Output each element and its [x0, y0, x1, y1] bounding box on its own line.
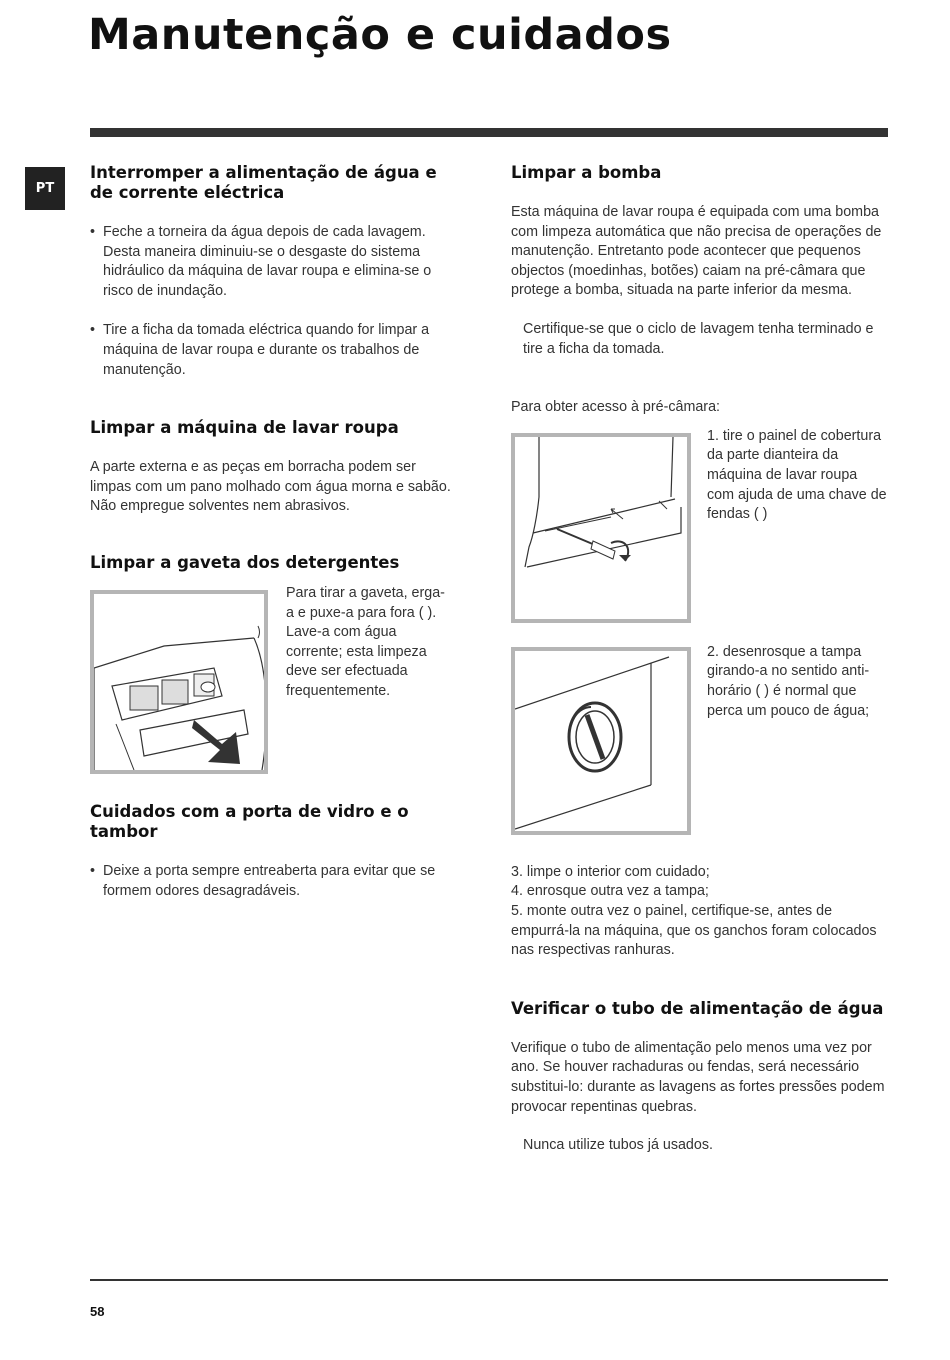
bullet-text: Deixe a porta sempre entreaberta para evitar que se formem odores desagradáveis.	[103, 862, 436, 899]
heading-clean-machine: Limpar a máquina de lavar roupa	[90, 418, 399, 438]
pump-step2-row	[511, 643, 888, 835]
bullet-text: Tire a ficha da tomada eléctrica quando for limpar a máquina de lavar roupa e durante os trabalhos de manutenção.	[103, 322, 430, 378]
clean-machine-text: A parte externa e as peças em borracha podem ser limpas com um pano molhado com água morna e sabão. Não empregue solventes nem abrasivos.	[90, 459, 451, 515]
pump-step1-row	[511, 427, 888, 623]
clean-drawer-text: Para tirar a gaveta, erga-a e puxe-a para fora ( ). Lave-a com água corrente; esta limpeza deve ser efectuada frequentemente.	[286, 584, 445, 699]
pump-step3-text: 3. limpe o interior com cuidado;	[511, 863, 710, 880]
pump-step2-text: 2. desenrosque a tampa girando-a no sentido anti-horário ( ) é normal que perca um pouco de água;	[707, 643, 870, 719]
bullet-item	[90, 321, 456, 380]
right-column	[511, 163, 888, 1156]
bullet-icon: •	[90, 322, 96, 339]
page-title: Manutenção e cuidados	[88, 10, 672, 60]
pump-warning-text: Certifique-se que o ciclo de lavagem tenha terminado e tire a ficha da tomada.	[523, 320, 874, 357]
pump-intro-text: Esta máquina de lavar roupa é equipada com uma bomba com limpeza automática que não precisa de operações de manutenção. Entretanto pode acontecer que pequenos objectos (moedinhas, botões) caiam na pré-câmara que protege a bomba, situada na parte inferior da mesma.	[511, 204, 882, 299]
left-column	[90, 163, 456, 901]
pump-access-text: Para obter acesso à pré-câmara:	[511, 399, 720, 416]
hose-warning-text: Nunca utilize tubos já usados.	[523, 1137, 713, 1154]
hose-text: Verifique o tubo de alimentação pelo menos uma vez por ano. Se houver rachaduras ou fendas, será necessário substitui-lo: durante as lavagens as fortes pressões podem provocar repentinas quebras.	[511, 1039, 885, 1115]
footer-divider	[90, 1279, 888, 1281]
bullet-item	[90, 862, 456, 901]
pump-cap-illustration	[511, 647, 691, 835]
drawer-illustration	[90, 590, 268, 774]
heading-clean-drawer: Limpar a gaveta dos detergentes	[90, 552, 400, 572]
pump-step4-text: 4. enrosque outra vez a tampa;	[511, 883, 709, 900]
panel-removal-illustration	[511, 433, 691, 623]
heading-check-hose: Verificar o tubo de alimentação de água	[511, 998, 884, 1018]
bullet-item	[90, 223, 456, 301]
bullet-text: Feche a torneira da água depois de cada lavagem. Desta maneira diminuiu-se o desgaste do sistema hidráulico da máquina de lavar roupa e elimina-se o risco de inundação.	[103, 224, 432, 299]
heading-door-drum: Cuidados com a porta de vidro e o tambor	[90, 801, 409, 841]
heading-cut-supply: Interromper a alimentação de água e de corrente eléctrica	[90, 163, 437, 202]
language-badge: PT	[25, 167, 65, 210]
bullet-icon: •	[90, 862, 96, 879]
pump-step1-text: 1. tire o painel de cobertura da parte dianteira da máquina de lavar roupa com ajuda de uma chave de fendas ( )	[707, 427, 887, 523]
bullet-icon: •	[90, 224, 96, 240]
pump-step5-text: 5. monte outra vez o painel, certifique-se, antes de empurrá-la na máquina, que os ganchos foram colocados nas respectivas ranhuras.	[511, 902, 877, 959]
heading-clean-pump: Limpar a bomba	[511, 163, 662, 182]
header-divider	[90, 128, 888, 137]
page-number: 58	[90, 1304, 105, 1319]
drawer-figure-row	[90, 584, 456, 774]
